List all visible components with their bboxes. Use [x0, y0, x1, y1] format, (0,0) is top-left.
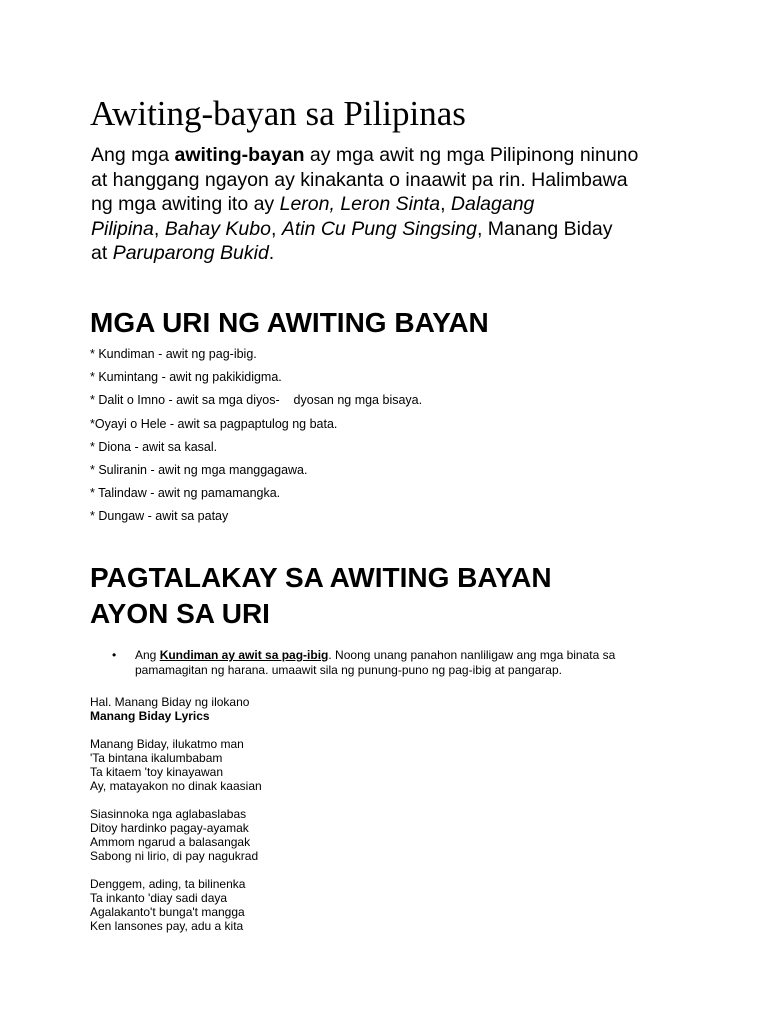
song-title: Dalagang: [450, 193, 535, 215]
bullet-text-part: Ang: [135, 648, 160, 662]
stanza-gap: [90, 723, 262, 737]
song-title: Leron, Leron Sinta: [279, 193, 441, 215]
intro-paragraph: [91, 143, 731, 266]
intro-text: ,: [440, 193, 451, 215]
lyrics-title: Manang Biday Lyrics: [90, 709, 210, 723]
intro-text: , Manang Biday: [476, 217, 613, 240]
intro-line-2: at hanggang ngayon ay kinakanta o inaawit pa rin. Halimbawa: [91, 168, 628, 191]
intro-line-5: [91, 241, 731, 266]
song-title: Pilipina: [91, 217, 154, 240]
intro-bold-term: awiting-bayan: [174, 144, 305, 166]
intro-text: ,: [153, 217, 165, 240]
lyric-line: Ditoy hardinko pagay-ayamak: [90, 821, 249, 835]
lyric-line: Ken lansones pay, adu a kita: [90, 919, 244, 933]
page-title: Awiting-bayan sa Pilipinas: [90, 94, 466, 133]
intro-line-4: [91, 217, 731, 242]
bullet-text: [135, 648, 732, 678]
bullet-icon: •: [112, 648, 117, 662]
bullet-emphasis: Kundiman ay awit sa pag-ibig: [159, 648, 329, 662]
lyric-line: Ay, matayakon no dinak kaasian: [90, 779, 262, 793]
lyric-line: 'Ta bintana ikalumbabam: [90, 751, 223, 765]
lyric-line: Siasinnoka nga aglabaslabas: [90, 807, 247, 821]
intro-text: Ang mga: [91, 144, 175, 166]
intro-line-3: [91, 192, 731, 217]
bullet-text-part: . Noong unang panahon nanliligaw ang mga binata sa: [328, 648, 616, 662]
section-heading-types: MGA URI NG AWITING BAYAN: [90, 307, 489, 338]
song-title: Atin Cu Pung Singsing: [281, 217, 477, 240]
list-item: * Kundiman - awit ng pag-ibig.: [90, 347, 257, 361]
list-item: * Dungaw - awit sa patay: [90, 509, 229, 524]
section-heading-discussion: [90, 560, 552, 632]
intro-line-1: [91, 143, 731, 168]
lyric-line: Ta inkanto 'diay sadi daya: [90, 891, 228, 905]
heading-line: AYON SA URI: [90, 598, 270, 629]
lyrics-intro: Hal. Manang Biday ng ilokano: [90, 695, 250, 709]
intro-text: ay mga awit ng mga Pilipinong ninuno: [304, 144, 639, 166]
stanza-gap: [90, 863, 262, 877]
list-item: * Kumintang - awit ng pakikidigma.: [90, 370, 282, 385]
bullet-line-2: pamamagitan ng harana. umaawit sila ng punung-puno ng pag-ibig at pangarap.: [135, 663, 562, 677]
lyric-line: Ammom ngarud a balasangak: [90, 835, 251, 849]
intro-text: at: [91, 242, 113, 264]
list-item: * Suliranin - awit ng mga manggagawa.: [90, 462, 308, 477]
list-item: *Oyayi o Hele - awit sa pagpaptulog ng bata.: [90, 416, 338, 431]
intro-text: ,: [270, 217, 282, 240]
song-title: Bahay Kubo: [164, 217, 271, 240]
list-item: * Diona - awit sa kasal.: [90, 439, 218, 454]
lyric-line: Agalakanto't bunga't mangga: [90, 905, 245, 919]
lyric-line: Manang Biday, ilukatmo man: [90, 737, 244, 751]
list-item: * Talindaw - awit ng pamamangka.: [90, 486, 281, 501]
intro-text: .: [268, 242, 275, 264]
lyric-line: Ta kitaem 'toy kinayawan: [90, 765, 224, 779]
list-item: * Dalit o Imno - awit sa mga diyos- dyosan ng mga bisaya.: [90, 393, 423, 408]
lyric-line: Denggem, ading, ta bilinenka: [90, 877, 246, 891]
heading-line: PAGTALAKAY SA AWITING BAYAN: [90, 562, 552, 593]
bullet-paragraph: [112, 648, 732, 678]
song-title: Paruparong Bukid: [112, 242, 269, 264]
intro-text: ng mga awiting ito ay: [91, 193, 280, 215]
song-types-list: [90, 346, 422, 532]
stanza-gap: [90, 793, 262, 807]
lyrics-block: [90, 695, 262, 933]
bullet-line-1: [135, 648, 732, 663]
lyric-line: Sabong ni lirio, di pay nagukrad: [90, 849, 259, 863]
